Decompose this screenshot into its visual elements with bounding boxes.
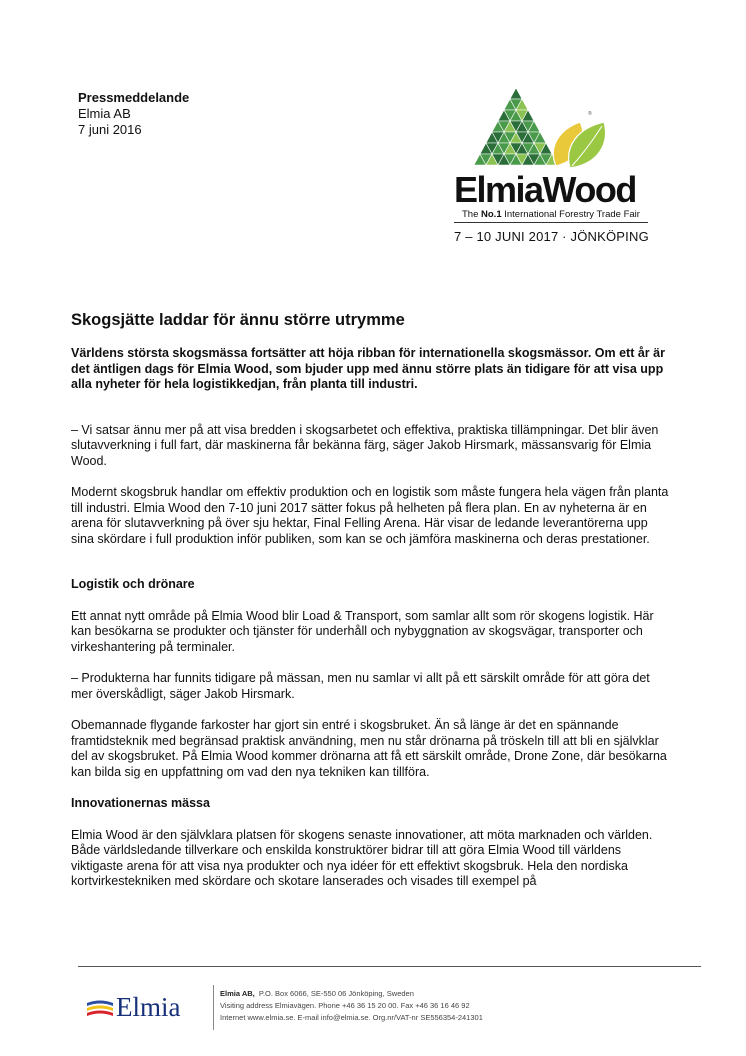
release-date: 7 juni 2016: [78, 122, 142, 137]
press-header: [78, 90, 189, 138]
footer-separator: [213, 985, 214, 1030]
tree-leaf-icon: [448, 86, 648, 170]
footer-visiting: Visiting address Elmiavägen. Phone +46 36 15 20 00. Fax +46 36 16 46 92: [220, 1001, 470, 1010]
footer-divider: [78, 966, 701, 967]
article-lead: Världens största skogsmässa fortsätter att höja ribban för internationella skogsmässor. Om ett år är det äntligen dags för Elmia Wood, som bjuder upp med ännu större plats än tidigare för att visa upp alla nyheter för hela logistikkedjan, från planta till industri.: [71, 346, 665, 391]
event-dates: 7 – 10 JUNI 2017 · JÖNKÖPING: [454, 229, 649, 244]
trademark: ®: [588, 111, 592, 117]
footer-internet: Internet www.elmia.se. E-mail info@elmia.se. Org.nr/VAT-nr SE556354-241301: [220, 1013, 483, 1022]
company-name: Elmia AB: [78, 106, 131, 121]
article-title: Skogsjätte laddar för ännu större utrymme: [71, 311, 405, 329]
paragraph: Modernt skogsbruk handlar om effektiv produktion och en logistik som måste fungera hela vägen från planta till industri. Elmia Wood den 7-10 juni 2017 sätter fokus på helheten på flera plan. En av nyheterna är en arena för slutavverkning på över sju hektar, Final Felling Arena. Här visar de ledande leverantörerna upp sina skördare i full produktion inför publiken, som kan se och jämföra maskinerna och deras prestationer.: [71, 485, 669, 546]
footer-contact: [220, 988, 483, 1024]
paragraph: Obemannade flygande farkoster har gjort sin entré i skogsbruket. Än så länge är det en spännande framtidsteknik med begränsad praktisk användning, men nu står drönarna på tröskeln till att bli en självklar del av skogsbruket. På Elmia Wood kommer drönarna att få ett särskilt område, Drone Zone, där besökarna kan bilda sig en uppfattning om vad den nya tekniken kan tillföra.: [71, 718, 667, 779]
subheading: Logistik och drönare: [71, 577, 195, 591]
footer-address: P.O. Box 6066, SE-550 06 Jönköping, Sweden: [258, 989, 414, 998]
footer-company: Elmia AB,: [220, 989, 255, 998]
paragraph: Elmia Wood är den självklara platsen för skogens senaste innovationer, att möta marknaden och världen. Både världsledande tillverkare och enskilda konstruktörer bidrar till att göra Elmia Wood till världens viktigaste arena för att visa nya produkter och nya idéer för ett effektivt skogsbruk. Hela den nordiska kortvirkestekniken med skördare och skotare lanserades och visades till exempel på: [71, 827, 653, 888]
paragraph: Ett annat nytt område på Elmia Wood blir Load & Transport, som samlar allt som rör skogens logistik. Här kan besökarna se produkter och tjänster för underhåll och nybyggnation av skogsvägar, transporter och virkeshantering på terminaler.: [71, 608, 654, 654]
article: [71, 310, 671, 906]
doc-type: Pressmeddelande: [78, 90, 190, 105]
paragraph: – Vi satsar ännu mer på att visa bredden i skogsarbetet och effektiva, praktiska tillämpningar. Det blir även slutavverkning i full fart, där maskinerna får bekänna färg, säger Jakob Hirsmark, mässansvarig för Elmia Wood.: [71, 422, 659, 468]
elmia-logo-text: Elmia: [116, 992, 181, 1022]
elmia-wood-logo: [448, 86, 658, 251]
elmia-stripes-icon: [86, 998, 114, 1020]
logo-divider: [454, 222, 648, 223]
elmia-logo: [86, 992, 201, 1022]
logo-tagline: The No.1 International Forestry Trade Fair: [462, 209, 640, 220]
logo-wordmark: ElmiaWood: [454, 169, 636, 210]
paragraph: – Produkterna har funnits tidigare på mässan, men nu samlar vi allt på ett särskilt område för att göra det mer överskådligt, säger Jakob Hirsmark.: [71, 671, 650, 701]
subheading: Innovationernas mässa: [71, 796, 210, 810]
